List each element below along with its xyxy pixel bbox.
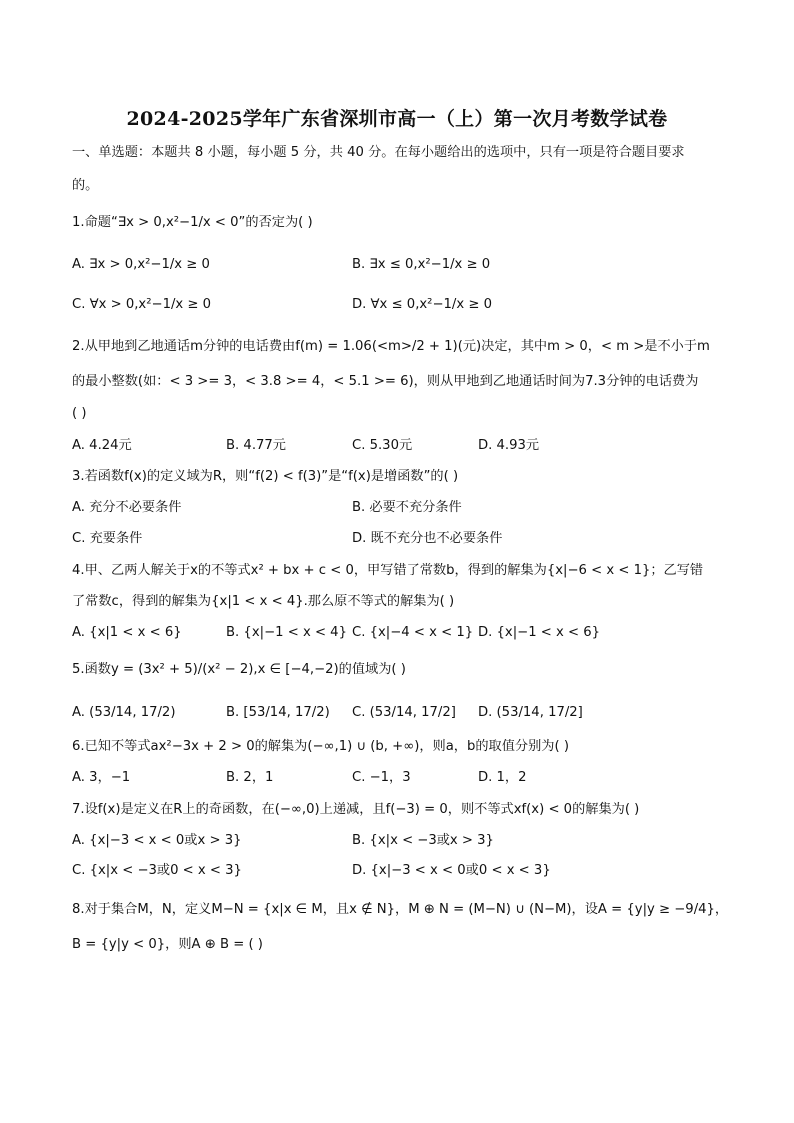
question-3-option-d: D. 既不充分也不必要条件 bbox=[352, 531, 503, 546]
question-4-option-c: C. {x|−4 < x < 1} bbox=[352, 625, 474, 640]
question-2-option-a: A. 4.24元 bbox=[72, 438, 132, 453]
question-1-option-b: B. ∃x ≤ 0,x²−1/x ≥ 0 bbox=[352, 257, 491, 272]
question-5-option-d: D. (53/14, 17/2] bbox=[478, 705, 583, 720]
question-4-option-d: D. {x|−1 < x < 6} bbox=[478, 625, 601, 640]
page-title: 2024-2025学年广东省深圳市高一（上）第一次月考数学试卷 bbox=[126, 108, 668, 130]
question-2-option-c: C. 5.30元 bbox=[352, 438, 413, 453]
question-6-option-a: A. 3，−1 bbox=[72, 770, 131, 785]
question-4-stem-line-2: 了常数c，得到的解集为{x|1 < x < 4}.那么原不等式的解集为( ) bbox=[72, 594, 455, 609]
question-7-stem: 7.设f(x)是定义在R上的奇函数，在(−∞,0)上递减，且f(−3) = 0，则不等式xf(x) < 0的解集为( ) bbox=[72, 802, 640, 817]
question-4-option-a: A. {x|1 < x < 6} bbox=[72, 625, 182, 640]
section-heading-line-1: 一、单选题：本题共 8 小题，每小题 5 分，共 40 分。在每小题给出的选项中，只有一项是符合题目要求 bbox=[72, 145, 685, 160]
question-2-option-d: D. 4.93元 bbox=[478, 438, 540, 453]
question-8-stem-line-1: 8.对于集合M，N，定义M−N = {x|x ∈ M，且x ∉ N}，M ⊕ N = (M−N) ∪ (N−M)，设A = {y|y ≥ −9/4}， bbox=[72, 902, 729, 917]
section-heading-line-2: 的。 bbox=[72, 178, 99, 193]
question-7-option-c: C. {x|x < −3或0 < x < 3} bbox=[72, 863, 242, 878]
question-5-option-c: C. (53/14, 17/2] bbox=[352, 705, 456, 720]
question-1-option-a: A. ∃x > 0,x²−1/x ≥ 0 bbox=[72, 257, 210, 272]
question-1-option-c: C. ∀x > 0,x²−1/x ≥ 0 bbox=[72, 297, 212, 312]
question-7-option-b: B. {x|x < −3或x > 3} bbox=[352, 833, 494, 848]
question-1-stem: 1.命题“∃x > 0,x²−1/x < 0”的否定为( ) bbox=[72, 215, 313, 230]
question-2-option-b: B. 4.77元 bbox=[226, 438, 286, 453]
question-3-option-a: A. 充分不必要条件 bbox=[72, 500, 182, 515]
question-2-stem-line-1: 2.从甲地到乙地通话m分钟的电话费由f(m) = 1.06(<m>/2 + 1)(元)决定，其中m > 0，< m >是不小于m bbox=[72, 339, 710, 354]
question-3-option-c: C. 充要条件 bbox=[72, 531, 143, 546]
question-3-stem: 3.若函数f(x)的定义域为R，则“f(2) < f(3)”是“f(x)是增函数”的( ) bbox=[72, 469, 459, 484]
question-7-option-d: D. {x|−3 < x < 0或0 < x < 3} bbox=[352, 863, 551, 878]
question-7-option-a: A. {x|−3 < x < 0或x > 3} bbox=[72, 833, 242, 848]
question-2-stem-line-2: 的最小整数(如：< 3 >= 3，< 3.8 >= 4，< 5.1 >= 6)，则从甲地到乙地通话时间为7.3分钟的电话费为 bbox=[72, 374, 699, 389]
question-8-stem-line-2: B = {y|y < 0}，则A ⊕ B = ( ) bbox=[72, 937, 263, 952]
question-3-option-b: B. 必要不充分条件 bbox=[352, 500, 462, 515]
question-5-option-a: A. (53/14, 17/2) bbox=[72, 705, 176, 720]
question-6-option-c: C. −1，3 bbox=[352, 770, 411, 785]
question-2-stem-line-3: ( ) bbox=[72, 406, 87, 421]
question-6-option-b: B. 2，1 bbox=[226, 770, 274, 785]
question-5-stem: 5.函数y = (3x² + 5)/(x² − 2),x ∈ [−4,−2)的值域为( ) bbox=[72, 662, 406, 677]
question-6-option-d: D. 1，2 bbox=[478, 770, 527, 785]
question-1-option-d: D. ∀x ≤ 0,x²−1/x ≥ 0 bbox=[352, 297, 492, 312]
question-5-option-b: B. [53/14, 17/2) bbox=[226, 705, 330, 720]
question-4-option-b: B. {x|−1 < x < 4} bbox=[226, 625, 347, 640]
question-4-stem-line-1: 4.甲、乙两人解关于x的不等式x² + bx + c < 0，甲写错了常数b，得到的解集为{x|−6 < x < 1}；乙写错 bbox=[72, 563, 704, 578]
question-6-stem: 6.已知不等式ax²−3x + 2 > 0的解集为(−∞,1) ∪ (b, +∞)，则a，b的取值分别为( ) bbox=[72, 739, 569, 754]
